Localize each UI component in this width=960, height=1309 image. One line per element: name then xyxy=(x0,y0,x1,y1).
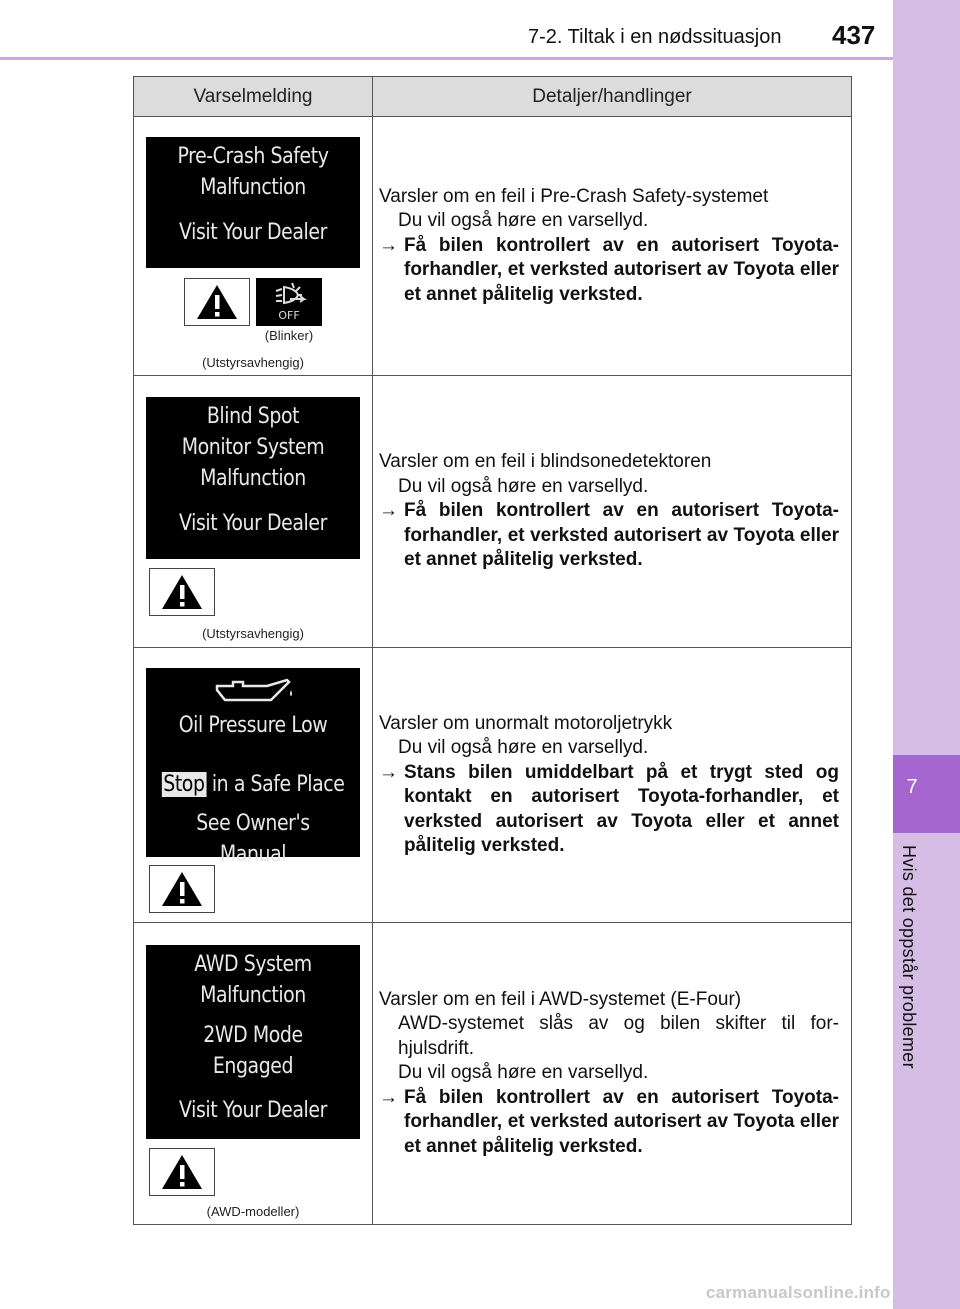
display-pre-crash-malfunction xyxy=(146,137,360,268)
action-text: → Få bilen kontrollert av en autorisert Toyota-forhandler, et verksted autorisert av Toyota eller et annet pålitelig verksted. xyxy=(379,500,839,571)
table-row xyxy=(134,648,852,923)
arrow-icon: → xyxy=(379,1086,398,1108)
warning-triangle-icon xyxy=(149,568,215,616)
display-line: Engaged xyxy=(212,1054,294,1079)
arrow-icon: → xyxy=(379,761,398,783)
action-text: → Få bilen kontrollert av en autorisert Toyota-forhandler, et verksted autorisert av Toyota eller et annet pålitelig verksted. xyxy=(379,1086,839,1157)
display-line: Visit Your Dealer xyxy=(179,511,327,536)
equipment-caption: (Utstyrsavhengig) xyxy=(202,626,304,641)
sub-note: Du vil også høre en varsellyd. xyxy=(398,475,649,497)
sub-note: Du vil også høre en varsellyd. xyxy=(398,1062,649,1084)
table-header-row xyxy=(134,77,852,117)
display-line: Malfunction xyxy=(200,466,306,491)
details-cell xyxy=(373,923,852,1225)
chapter-title: Hvis det oppstår problemer xyxy=(899,845,919,1069)
display-line: Oil Pressure Low xyxy=(178,713,328,738)
arrow-icon: → xyxy=(379,234,398,256)
watermark: carmanualsonline.info xyxy=(706,1283,891,1302)
svg-text:OFF: OFF xyxy=(278,309,300,322)
action-text: → Få bilen kontrollert av en autorisert Toyota-forhandler, et verksted autorisert av Toyota eller et annet pålitelig verksted. xyxy=(379,234,839,305)
page-number: 437 xyxy=(832,20,876,50)
description: Varsler om unormalt motoroljetrykk xyxy=(379,712,673,734)
table-row xyxy=(134,376,852,648)
description: Varsler om en feil i blindsonedetektoren xyxy=(379,451,712,473)
chapter-number: 7 xyxy=(906,776,918,798)
display-line: Malfunction xyxy=(200,983,306,1008)
equipment-caption: (AWD-modeller) xyxy=(206,1204,300,1219)
oil-can-icon xyxy=(211,676,295,706)
indicator-icons xyxy=(134,568,372,616)
message-cell xyxy=(134,923,373,1225)
description: Varsler om en feil i AWD-systemet (E-Four) xyxy=(379,988,742,1010)
display-line: Visit Your Dealer xyxy=(179,220,327,245)
sub-note: Du vil også høre en varsellyd. xyxy=(398,737,649,758)
display-line: Pre-Crash Safety xyxy=(177,144,329,169)
column-header-message: Varselmelding xyxy=(134,77,373,117)
details-cell xyxy=(373,117,852,376)
display-line: 2WD Mode xyxy=(203,1023,303,1048)
message-cell xyxy=(134,117,373,376)
display-line: Monitor System xyxy=(181,435,325,460)
display-line: Blind Spot xyxy=(206,404,300,429)
equipment-caption: (Utstyrsavhengig) xyxy=(202,355,304,370)
section-title: 7-2. Tiltak i en nødssituasjon xyxy=(528,26,782,48)
details-cell xyxy=(373,648,852,923)
description: Varsler om en feil i Pre-Crash Safety-systemet xyxy=(379,185,769,207)
warning-triangle-icon xyxy=(149,1148,215,1196)
sub-note: Du vil også høre en varsellyd. xyxy=(398,210,649,232)
warning-triangle-icon xyxy=(149,865,215,913)
display-blind-spot-malfunction xyxy=(146,397,360,559)
display-oil-pressure-low xyxy=(146,668,360,867)
details-cell xyxy=(373,376,852,648)
pre-crash-off-icon xyxy=(256,278,322,326)
action-text: → Stans bilen umiddelbart på et trygt sted og kontakt en autorisert Toyota-forhandler, et verksted autorisert av Toyota eller et annet pålitelig verksted. xyxy=(379,761,839,856)
message-cell xyxy=(134,648,373,923)
display-line: See Owner's Manual xyxy=(196,811,310,867)
display-line: AWD System xyxy=(194,952,312,977)
warning-triangle-icon xyxy=(184,278,250,326)
message-cell xyxy=(134,376,373,648)
table-row xyxy=(134,117,852,376)
header-rule xyxy=(0,57,893,60)
display-line: Visit Your Dealer xyxy=(179,1098,327,1123)
display-line: Malfunction xyxy=(200,175,306,200)
indicator-icons xyxy=(134,278,372,326)
warning-message-table xyxy=(133,76,852,1225)
display-awd-malfunction xyxy=(146,945,360,1139)
icon-caption: (Blinker) xyxy=(264,328,314,343)
column-header-details: Detaljer/handlinger xyxy=(373,77,852,117)
indicator-icons xyxy=(134,865,372,913)
stop-highlight: Stop xyxy=(163,772,205,797)
display-line: Stop in a Safe Place xyxy=(163,772,345,797)
indicator-icons xyxy=(134,1148,372,1196)
table-row xyxy=(134,923,852,1225)
chapter-side-tab xyxy=(893,0,960,1309)
arrow-icon: → xyxy=(379,500,398,522)
sub-note: AWD-systemet slås av og bilen skifter til for-hjulsdrift. xyxy=(398,1013,839,1059)
